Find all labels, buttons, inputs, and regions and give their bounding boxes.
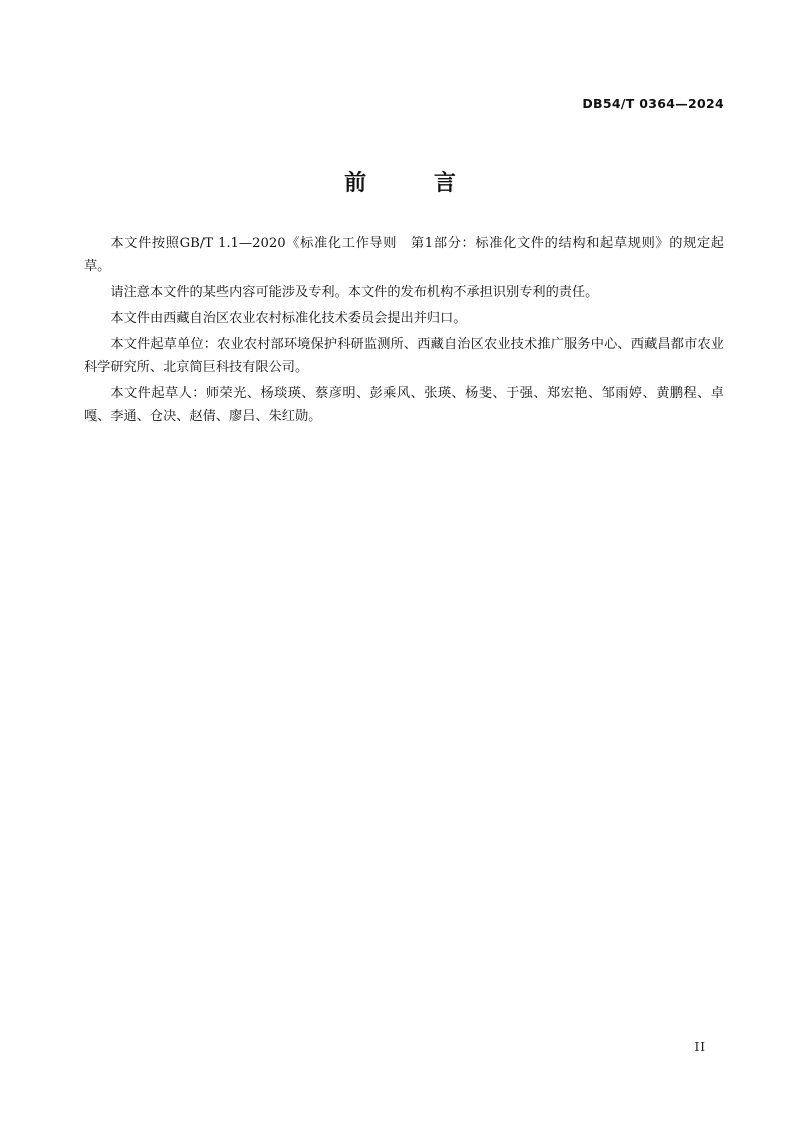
paragraph-drafting-units: 本文件起草单位：农业农村部环境保护科研监测所、西藏自治区农业技术推广服务中心、西藏昌都市农业科学研究所、北京简巨科技有限公司。 [84, 337, 724, 375]
paragraph-proposer: 本文件由西藏自治区农业农村标准化技术委员会提出并归口。 [110, 311, 467, 326]
document-code: DB54/T 0364—2024 [582, 96, 724, 111]
paragraph-drafters: 本文件起草人：师荣光、杨琰瑛、蔡彦明、彭乘风、张瑛、杨斐、于强、郑宏艳、邹雨婷、黄鹏程、卓嘎、李通、仓决、赵倩、廖吕、朱红勋。 [84, 386, 724, 424]
foreword-body [84, 232, 724, 431]
paragraph-patent-notice: 请注意本文件的某些内容可能涉及专利。本文件的发布机构不承担识别专利的责任。 [110, 285, 599, 300]
page-number: II [694, 1040, 706, 1054]
paragraph-standard-basis: 本文件按照GB/T 1.1—2020《标准化工作导则 第1部分：标准化文件的结构和起草规则》的规定起草。 [84, 236, 724, 274]
section-title: 前 言 [344, 171, 486, 196]
